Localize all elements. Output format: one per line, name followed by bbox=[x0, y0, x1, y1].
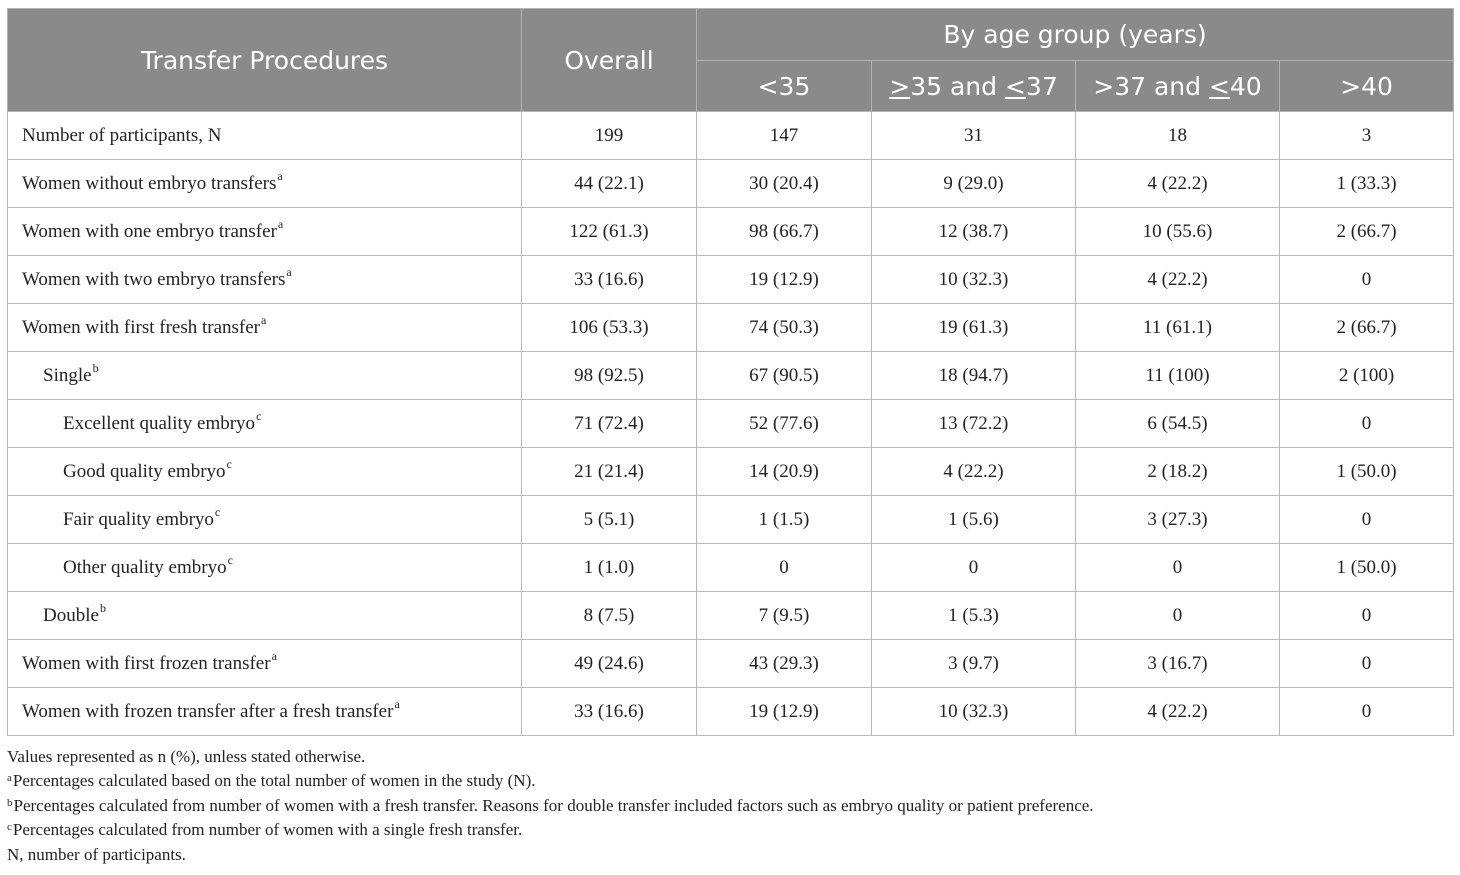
table-row bbox=[8, 112, 1454, 160]
header-age-2 bbox=[1076, 61, 1280, 112]
value-cell: 18 bbox=[1076, 112, 1280, 160]
row-label-text: Other quality embryo bbox=[63, 556, 227, 578]
value-cell: 2 (18.2) bbox=[1076, 448, 1280, 496]
value-cell: 30 (20.4) bbox=[697, 160, 872, 208]
row-label-text: Single bbox=[43, 364, 92, 386]
row-label bbox=[8, 256, 522, 304]
footnote bbox=[7, 843, 1453, 867]
table-row bbox=[8, 640, 1454, 688]
value-cell: 5 (5.1) bbox=[522, 496, 697, 544]
row-label-text: Women with first frozen transfer bbox=[22, 652, 271, 674]
value-cell: 67 (90.5) bbox=[697, 352, 872, 400]
value-cell: 106 (53.3) bbox=[522, 304, 697, 352]
row-label bbox=[8, 640, 522, 688]
footnote-text: Percentages calculated from number of women with a fresh transfer. Reasons for double transfer included factors such as embryo quality or patient preference. bbox=[13, 795, 1094, 815]
row-label bbox=[8, 544, 522, 592]
table-row bbox=[8, 352, 1454, 400]
value-cell: 2 (100) bbox=[1280, 352, 1454, 400]
age-text: <35 bbox=[757, 71, 811, 101]
table-row bbox=[8, 688, 1454, 736]
table-row bbox=[8, 448, 1454, 496]
value-cell: 2 (66.7) bbox=[1280, 208, 1454, 256]
footnote-marker: b bbox=[7, 796, 13, 809]
table-row bbox=[8, 496, 1454, 544]
value-cell: 3 (27.3) bbox=[1076, 496, 1280, 544]
value-cell: 4 (22.2) bbox=[1076, 688, 1280, 736]
value-cell: 12 (38.7) bbox=[872, 208, 1076, 256]
row-label bbox=[8, 304, 522, 352]
value-cell: 122 (61.3) bbox=[522, 208, 697, 256]
table-row bbox=[8, 544, 1454, 592]
header-overall: Overall bbox=[522, 9, 697, 112]
header-age-3 bbox=[1280, 61, 1454, 112]
value-cell: 3 (9.7) bbox=[872, 640, 1076, 688]
value-cell: 3 (16.7) bbox=[1076, 640, 1280, 688]
value-cell: 2 (66.7) bbox=[1280, 304, 1454, 352]
footnote-marker: a bbox=[7, 772, 12, 785]
row-label bbox=[8, 400, 522, 448]
value-cell: 13 (72.2) bbox=[872, 400, 1076, 448]
age-text: 37 bbox=[1025, 71, 1058, 101]
footnote-text: Percentages calculated from number of women with a single fresh transfer. bbox=[12, 820, 523, 840]
age-symbol: < bbox=[1208, 71, 1230, 101]
age-text: >40 bbox=[1340, 71, 1393, 101]
value-cell: 1 (1.0) bbox=[522, 544, 697, 592]
footnote-marker: a bbox=[277, 216, 284, 231]
value-cell: 18 (94.7) bbox=[872, 352, 1076, 400]
value-cell: 0 bbox=[1280, 256, 1454, 304]
value-cell: 52 (77.6) bbox=[697, 400, 872, 448]
row-label-text: Women with first fresh transfer bbox=[22, 316, 261, 338]
value-cell: 49 (24.6) bbox=[522, 640, 697, 688]
value-cell: 9 (29.0) bbox=[872, 160, 1076, 208]
value-cell: 10 (32.3) bbox=[872, 688, 1076, 736]
value-cell: 8 (7.5) bbox=[522, 592, 697, 640]
header-transfer-procedures: Transfer Procedures bbox=[8, 9, 522, 112]
value-cell: 21 (21.4) bbox=[522, 448, 697, 496]
table-footnotes bbox=[7, 745, 1453, 867]
row-label bbox=[8, 208, 522, 256]
row-label bbox=[8, 592, 522, 640]
value-cell: 19 (12.9) bbox=[697, 256, 872, 304]
value-cell: 98 (66.7) bbox=[697, 208, 872, 256]
value-cell: 4 (22.2) bbox=[1076, 256, 1280, 304]
age-text: >37 and bbox=[1093, 71, 1209, 101]
footnote-marker: a bbox=[261, 312, 267, 327]
footnote-text: Percentages calculated based on the total number of women in the study (N). bbox=[12, 771, 536, 791]
value-cell: 98 (92.5) bbox=[522, 352, 697, 400]
table-row bbox=[8, 304, 1454, 352]
value-cell: 19 (61.3) bbox=[872, 304, 1076, 352]
table-row bbox=[8, 400, 1454, 448]
value-cell: 10 (55.6) bbox=[1076, 208, 1280, 256]
footnote bbox=[7, 794, 1453, 818]
row-label-text: Number of participants, N bbox=[22, 124, 222, 146]
row-label bbox=[8, 448, 522, 496]
value-cell: 0 bbox=[1280, 592, 1454, 640]
value-cell: 1 (1.5) bbox=[697, 496, 872, 544]
value-cell: 1 (5.3) bbox=[872, 592, 1076, 640]
value-cell: 71 (72.4) bbox=[522, 400, 697, 448]
value-cell: 3 bbox=[1280, 112, 1454, 160]
footnote-marker: c bbox=[256, 408, 262, 423]
footnote-marker: c bbox=[214, 504, 221, 519]
age-text: 35 and bbox=[910, 71, 1005, 101]
table-row bbox=[8, 208, 1454, 256]
value-cell: 10 (32.3) bbox=[872, 256, 1076, 304]
table-body bbox=[8, 112, 1454, 736]
header-age-1 bbox=[872, 61, 1076, 112]
footnote-marker: a bbox=[286, 264, 292, 279]
age-symbol: < bbox=[1004, 71, 1026, 101]
value-cell: 33 (16.6) bbox=[522, 688, 697, 736]
value-cell: 0 bbox=[1076, 544, 1280, 592]
footnote-text: N, number of participants. bbox=[7, 844, 186, 864]
row-label-text: Good quality embryo bbox=[63, 460, 226, 482]
table-header bbox=[8, 9, 1454, 112]
table-row bbox=[8, 592, 1454, 640]
row-label-text: Women with frozen transfer after a fresh transfer bbox=[22, 700, 394, 722]
value-cell: 31 bbox=[872, 112, 1076, 160]
transfer-procedures-table bbox=[7, 8, 1454, 736]
value-cell: 11 (61.1) bbox=[1076, 304, 1280, 352]
row-label-text: Women without embryo transfers bbox=[22, 172, 277, 194]
value-cell: 6 (54.5) bbox=[1076, 400, 1280, 448]
value-cell: 0 bbox=[697, 544, 872, 592]
table-row bbox=[8, 160, 1454, 208]
value-cell: 0 bbox=[1280, 688, 1454, 736]
value-cell: 43 (29.3) bbox=[697, 640, 872, 688]
footnote bbox=[7, 769, 1453, 793]
value-cell: 14 (20.9) bbox=[697, 448, 872, 496]
value-cell: 0 bbox=[1280, 400, 1454, 448]
table-row bbox=[8, 256, 1454, 304]
header-age-group: By age group (years) bbox=[697, 9, 1454, 61]
value-cell: 0 bbox=[1280, 640, 1454, 688]
footnote bbox=[7, 745, 1453, 769]
value-cell: 0 bbox=[1280, 496, 1454, 544]
footnote-marker: a bbox=[277, 168, 283, 183]
age-symbol: > bbox=[889, 71, 911, 101]
value-cell: 0 bbox=[872, 544, 1076, 592]
row-label-text: Excellent quality embryo bbox=[63, 412, 256, 434]
value-cell: 4 (22.2) bbox=[1076, 160, 1280, 208]
footnote bbox=[7, 818, 1453, 842]
header-age-0 bbox=[697, 61, 872, 112]
row-label bbox=[8, 688, 522, 736]
value-cell: 1 (50.0) bbox=[1280, 448, 1454, 496]
row-label-text: Double bbox=[43, 604, 99, 626]
value-cell: 33 (16.6) bbox=[522, 256, 697, 304]
value-cell: 19 (12.9) bbox=[697, 688, 872, 736]
footnote-marker: c bbox=[227, 552, 233, 567]
value-cell: 1 (5.6) bbox=[872, 496, 1076, 544]
value-cell: 44 (22.1) bbox=[522, 160, 697, 208]
footnote-marker: a bbox=[394, 696, 400, 711]
row-label-text: Women with one embryo transfer bbox=[22, 220, 277, 242]
footnote-marker: c bbox=[226, 456, 232, 471]
footnote-marker: c bbox=[7, 821, 12, 834]
value-cell: 1 (50.0) bbox=[1280, 544, 1454, 592]
table-container bbox=[7, 8, 1453, 867]
value-cell: 11 (100) bbox=[1076, 352, 1280, 400]
value-cell: 74 (50.3) bbox=[697, 304, 872, 352]
row-label bbox=[8, 112, 522, 160]
row-label-text: Women with two embryo transfers bbox=[22, 268, 286, 290]
value-cell: 147 bbox=[697, 112, 872, 160]
footnote-marker: b bbox=[99, 600, 106, 615]
value-cell: 199 bbox=[522, 112, 697, 160]
row-label bbox=[8, 352, 522, 400]
footnote-text: Values represented as n (%), unless stated otherwise. bbox=[7, 747, 366, 766]
footnote-marker: a bbox=[271, 648, 277, 663]
footnote-marker: b bbox=[92, 360, 99, 375]
age-text: 40 bbox=[1229, 71, 1262, 101]
row-label bbox=[8, 160, 522, 208]
row-label-text: Fair quality embryo bbox=[63, 508, 214, 530]
row-label bbox=[8, 496, 522, 544]
value-cell: 1 (33.3) bbox=[1280, 160, 1454, 208]
value-cell: 4 (22.2) bbox=[872, 448, 1076, 496]
value-cell: 0 bbox=[1076, 592, 1280, 640]
value-cell: 7 (9.5) bbox=[697, 592, 872, 640]
